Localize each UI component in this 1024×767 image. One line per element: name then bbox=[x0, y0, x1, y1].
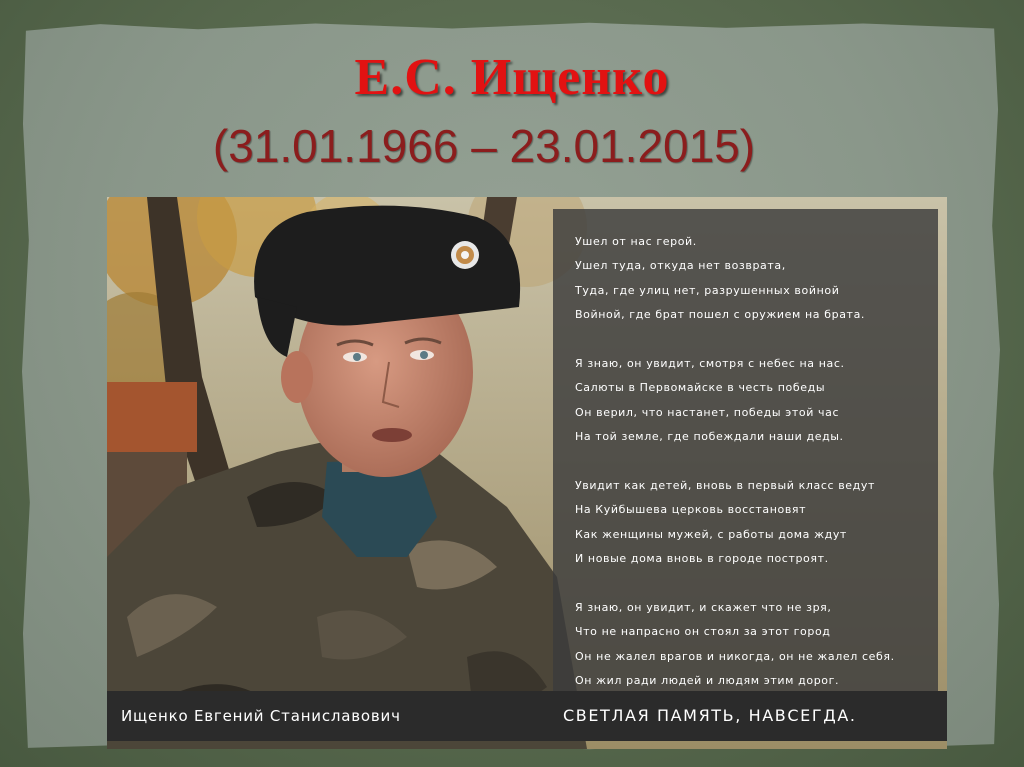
poem-line: Ушел туда, откуда нет возврата, bbox=[575, 259, 786, 273]
poem-line: Я знаю, он увидит, смотря с небес на нас. bbox=[575, 356, 845, 370]
stanza-gap bbox=[575, 328, 935, 352]
poem-line: И новые дома вновь в городе построят. bbox=[575, 552, 829, 566]
slide-dates: (31.01.1966 – 23.01.2015) bbox=[212, 120, 756, 172]
poem-line: Войной, где брат пошел с оружием на брата. bbox=[575, 308, 865, 322]
poem-line: Он верил, что настанет, победы этой час bbox=[575, 405, 840, 419]
poem-text bbox=[575, 230, 935, 693]
poem-line: Ушел от нас герой. bbox=[575, 235, 697, 248]
poem-line: Как женщины мужей, с работы дома ждут bbox=[575, 527, 847, 541]
poem-line: На той земле, где побеждали наши деды. bbox=[575, 430, 844, 444]
stanza-gap bbox=[575, 450, 935, 474]
slide-title: Е.С. Ищенко bbox=[354, 49, 670, 106]
person-name: Ищенко Евгений Станиславович bbox=[121, 707, 401, 725]
stanza-gap bbox=[575, 571, 935, 595]
poem-line: Туда, где улиц нет, разрушенных войной bbox=[575, 283, 840, 297]
memorial-caption: СВЕТЛАЯ ПАМЯТЬ, НАВСЕГДА. bbox=[563, 706, 857, 725]
poem-line: Увидит как детей, вновь в первый класс ведут bbox=[575, 478, 875, 492]
poem-line: На Куйбышева церковь восстановят bbox=[575, 503, 807, 517]
poem-line: Что не напрасно он стоял за этот город bbox=[575, 625, 831, 639]
poem-line: Он не жалел врагов и никогда, он не жалел себя. bbox=[575, 649, 895, 663]
poem-line: Салюты в Первомайске в честь победы bbox=[575, 381, 826, 395]
poem-line: Он жил ради людей и людям этим дорог. bbox=[575, 674, 840, 688]
poem-line: Я знаю, он увидит, и скажет что не зря, bbox=[575, 600, 832, 614]
memorial-poster bbox=[107, 197, 947, 749]
